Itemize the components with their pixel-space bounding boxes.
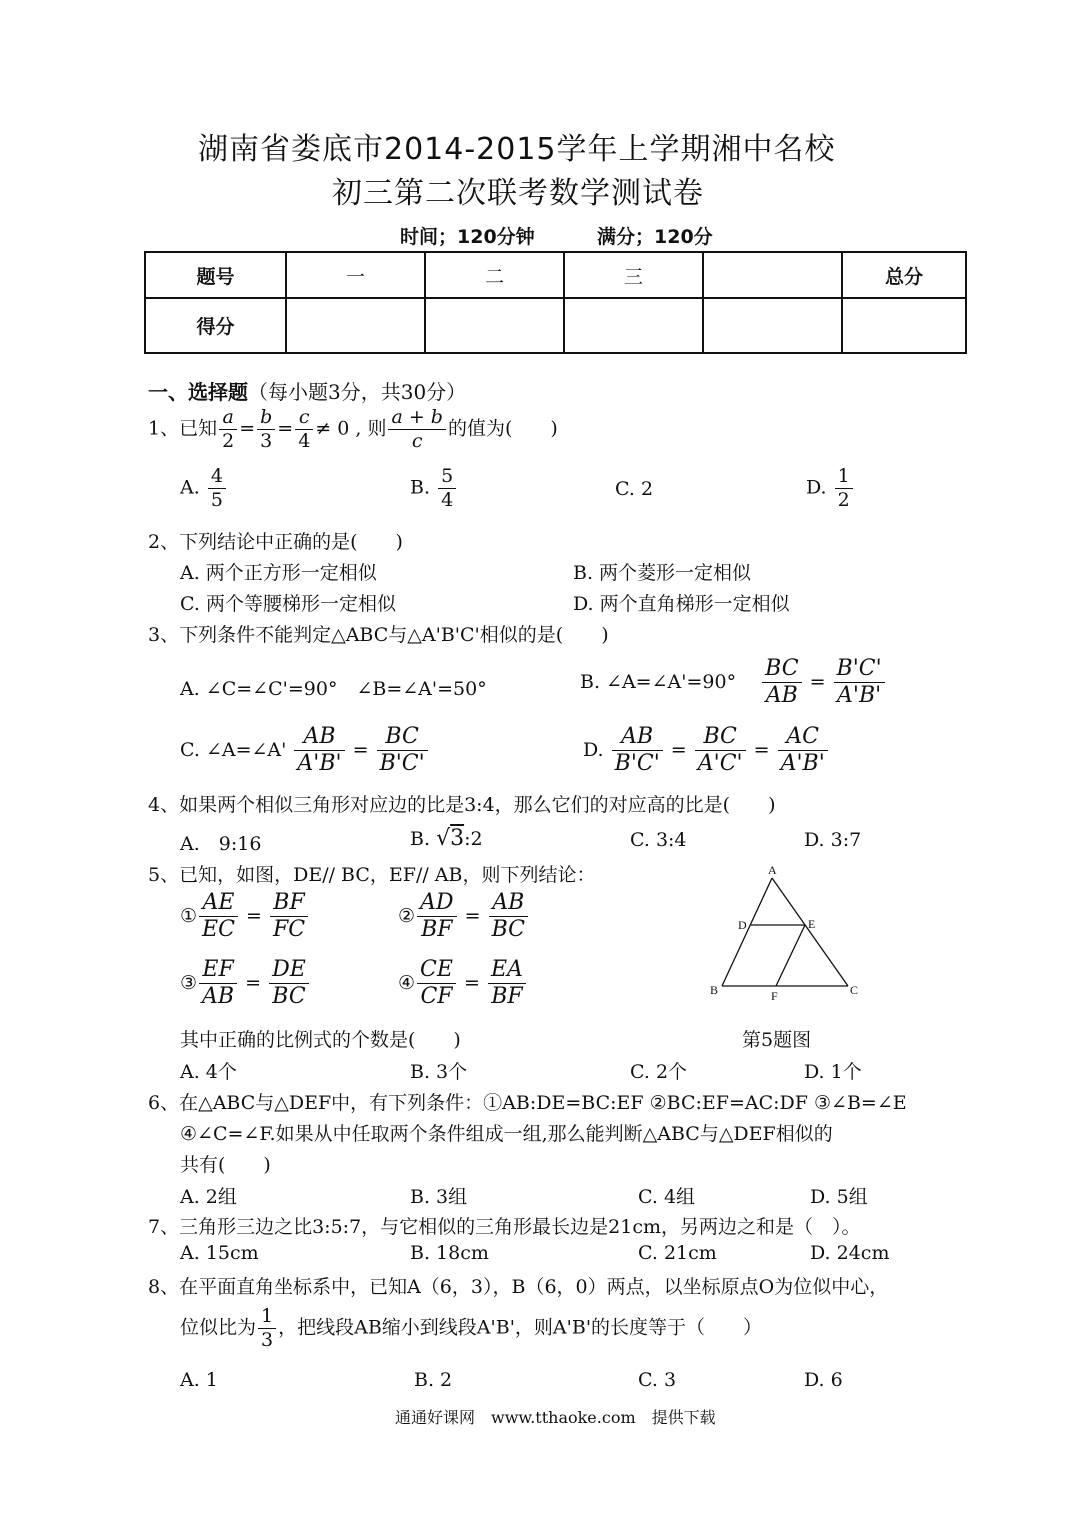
q1-tail: 的值为( ) [447, 417, 558, 440]
section-note: （每小题3分，共30分） [248, 380, 467, 404]
q5-option-d: D. 1个 [804, 1061, 862, 1083]
q5-option-b: B. 3个 [410, 1061, 468, 1083]
table-header-cell [703, 252, 842, 298]
q5-option-a: A. 4个 [180, 1061, 237, 1083]
question-8-line-2: 位似比为 $\frac{1}{3}$ ，把线段AB缩小到线段A'B'，则A'B'的长度等于（ ） [180, 1305, 763, 1351]
q4-option-a: A. 9:16 [180, 833, 262, 855]
q7-option-d: D. 24cm [810, 1242, 890, 1264]
q8-option-d: D. 6 [804, 1369, 843, 1391]
q2-option-c: C. 两个等腰梯形一定相似 [180, 593, 396, 615]
q2-option-b: B. 两个菱形一定相似 [573, 562, 752, 584]
q5-question: 其中正确的比例式的个数是( ) [180, 1029, 461, 1051]
section-heading [148, 376, 466, 405]
table-header-cell: 二 [425, 252, 564, 298]
score-input-cell [425, 298, 564, 353]
question-7: 7、三角形三边之比3:5:7，与它相似的三角形最长边是21cm，另两边之和是（ ）。 [148, 1216, 861, 1238]
q1-stem: 1、已知 [148, 417, 218, 440]
question-3: 3、下列条件不能判定△ABC与△A'B'C'相似的是( ) [148, 624, 609, 646]
question-5: 5、已知，如图，DE// BC，EF// AB，则下列结论： [148, 864, 596, 886]
table-header-cell: 题号 [145, 252, 286, 298]
score-input-cell [842, 298, 966, 353]
vertex-label: E [808, 917, 816, 931]
score-table [144, 251, 967, 354]
question-4: 4、如果两个相似三角形对应边的比是3:4，那么它们的对应高的比是( ) [148, 794, 776, 816]
q1-mid: ≠ 0 , 则 [315, 417, 387, 440]
q7-option-c: C. 21cm [638, 1242, 717, 1264]
q4-option-b: B. √3:2 [410, 826, 483, 851]
question-8-line-1: 8、在平面直角坐标系中，已知A（6，3），B（6，0）两点，以坐标原点O为位似中心， [148, 1276, 889, 1298]
score-input-cell [703, 298, 842, 353]
q5-choice-2: ② $\frac{AD}{BF}$ = $\frac{AB}{BC}$ [398, 890, 530, 944]
vertex-label: F [771, 989, 778, 1003]
q7-option-a: A. 15cm [180, 1242, 259, 1264]
figure-caption: 第5题图 [742, 1029, 812, 1051]
q5-choice-1: ① $\frac{AE}{EC}$ = $\frac{BF}{FC}$ [180, 890, 310, 944]
question-2: 2、下列结论中正确的是( ) [148, 531, 403, 553]
q4-option-d: D. 3:7 [804, 829, 862, 851]
score-info: 满分；120分 [597, 226, 713, 248]
q8-option-b: B. 2 [414, 1369, 453, 1391]
table-header-cell: 三 [564, 252, 703, 298]
title-line-1: 湖南省娄底市2014-2015学年上学期湘中名校 [198, 132, 836, 167]
q6-option-d: D. 5组 [810, 1186, 868, 1208]
q1-option-d: D. $\frac{1}{2}$ [806, 465, 855, 512]
vertex-label: A [768, 863, 777, 877]
table-header-cell: 一 [286, 252, 425, 298]
q8-option-a: A. 1 [180, 1369, 218, 1391]
title-line-2: 初三第二次联考数学测试卷 [332, 176, 704, 211]
vertex-label: D [738, 918, 747, 932]
q2-option-d: D. 两个直角梯形一定相似 [573, 593, 790, 615]
question-1: 1、已知 $\frac{a}{2}$ = $\frac{b}{3}$ = $\frac{c}{4}$ ≠ 0 , 则 $\frac{a + b}{c}$ 的值为( ) [148, 406, 558, 452]
q1-option-c: C. 2 [615, 478, 654, 500]
time-info: 时间；120分钟 [400, 226, 535, 248]
q5-choice-4: ④ $\frac{CE}{CF}$ = $\frac{EA}{BF}$ [398, 957, 528, 1011]
q3-option-d: D. $\frac{AB}{B'C'}$ = $\frac{BC}{A'C'}$ = $\frac{AC}{A'B'}$ [583, 724, 830, 778]
q3-option-c: C. ∠A=∠A' $\frac{AB}{A'B'}$ = $\frac{BC}{B'C'}$ [180, 724, 430, 778]
q3-option-a: A. ∠C=∠C'=90° ∠B=∠A'=50° [180, 678, 487, 700]
q2-option-a: A. 两个正方形一定相似 [180, 562, 377, 584]
q8-option-c: C. 3 [638, 1369, 677, 1391]
score-input-cell [286, 298, 425, 353]
question-6-line-1: 6、在△ABC与△DEF中，有下列条件：①AB:DE=BC:EF ②BC:EF=AC:DF ③∠B=∠E [148, 1092, 907, 1114]
q1-option-b: B. $\frac{5}{4}$ [410, 465, 458, 512]
q1-option-a: A. $\frac{4}{5}$ [180, 465, 228, 512]
q7-option-b: B. 18cm [410, 1242, 489, 1264]
q3-option-b: B. ∠A=∠A'=90° $\frac{BC}{AB}$ = $\frac{B'C'}{A'B'}$ [580, 656, 887, 710]
q4-option-c: C. 3:4 [630, 829, 687, 851]
section-title: 一、选择题 [148, 380, 248, 404]
page-footer: 通通好课网 www.tthaoke.com 提供下载 [395, 1408, 716, 1427]
vertex-label: C [850, 983, 859, 997]
vertex-label: B [710, 983, 719, 997]
table-row-label: 得分 [145, 298, 286, 353]
score-input-cell [564, 298, 703, 353]
triangle-figure [700, 860, 870, 1010]
q6-option-b: B. 3组 [410, 1186, 468, 1208]
q5-option-c: C. 2个 [630, 1061, 688, 1083]
question-6-line-3: 共有( ) [180, 1154, 271, 1176]
q5-choice-3: ③ $\frac{EF}{AB}$ = $\frac{DE}{BC}$ [180, 957, 311, 1011]
q6-option-c: C. 4组 [638, 1186, 696, 1208]
q6-option-a: A. 2组 [180, 1186, 237, 1208]
question-6-line-2: ④∠C=∠F.如果从中任取两个条件组成一组,那么能判断△ABC与△DEF相似的 [180, 1123, 833, 1145]
table-header-cell: 总分 [842, 252, 966, 298]
